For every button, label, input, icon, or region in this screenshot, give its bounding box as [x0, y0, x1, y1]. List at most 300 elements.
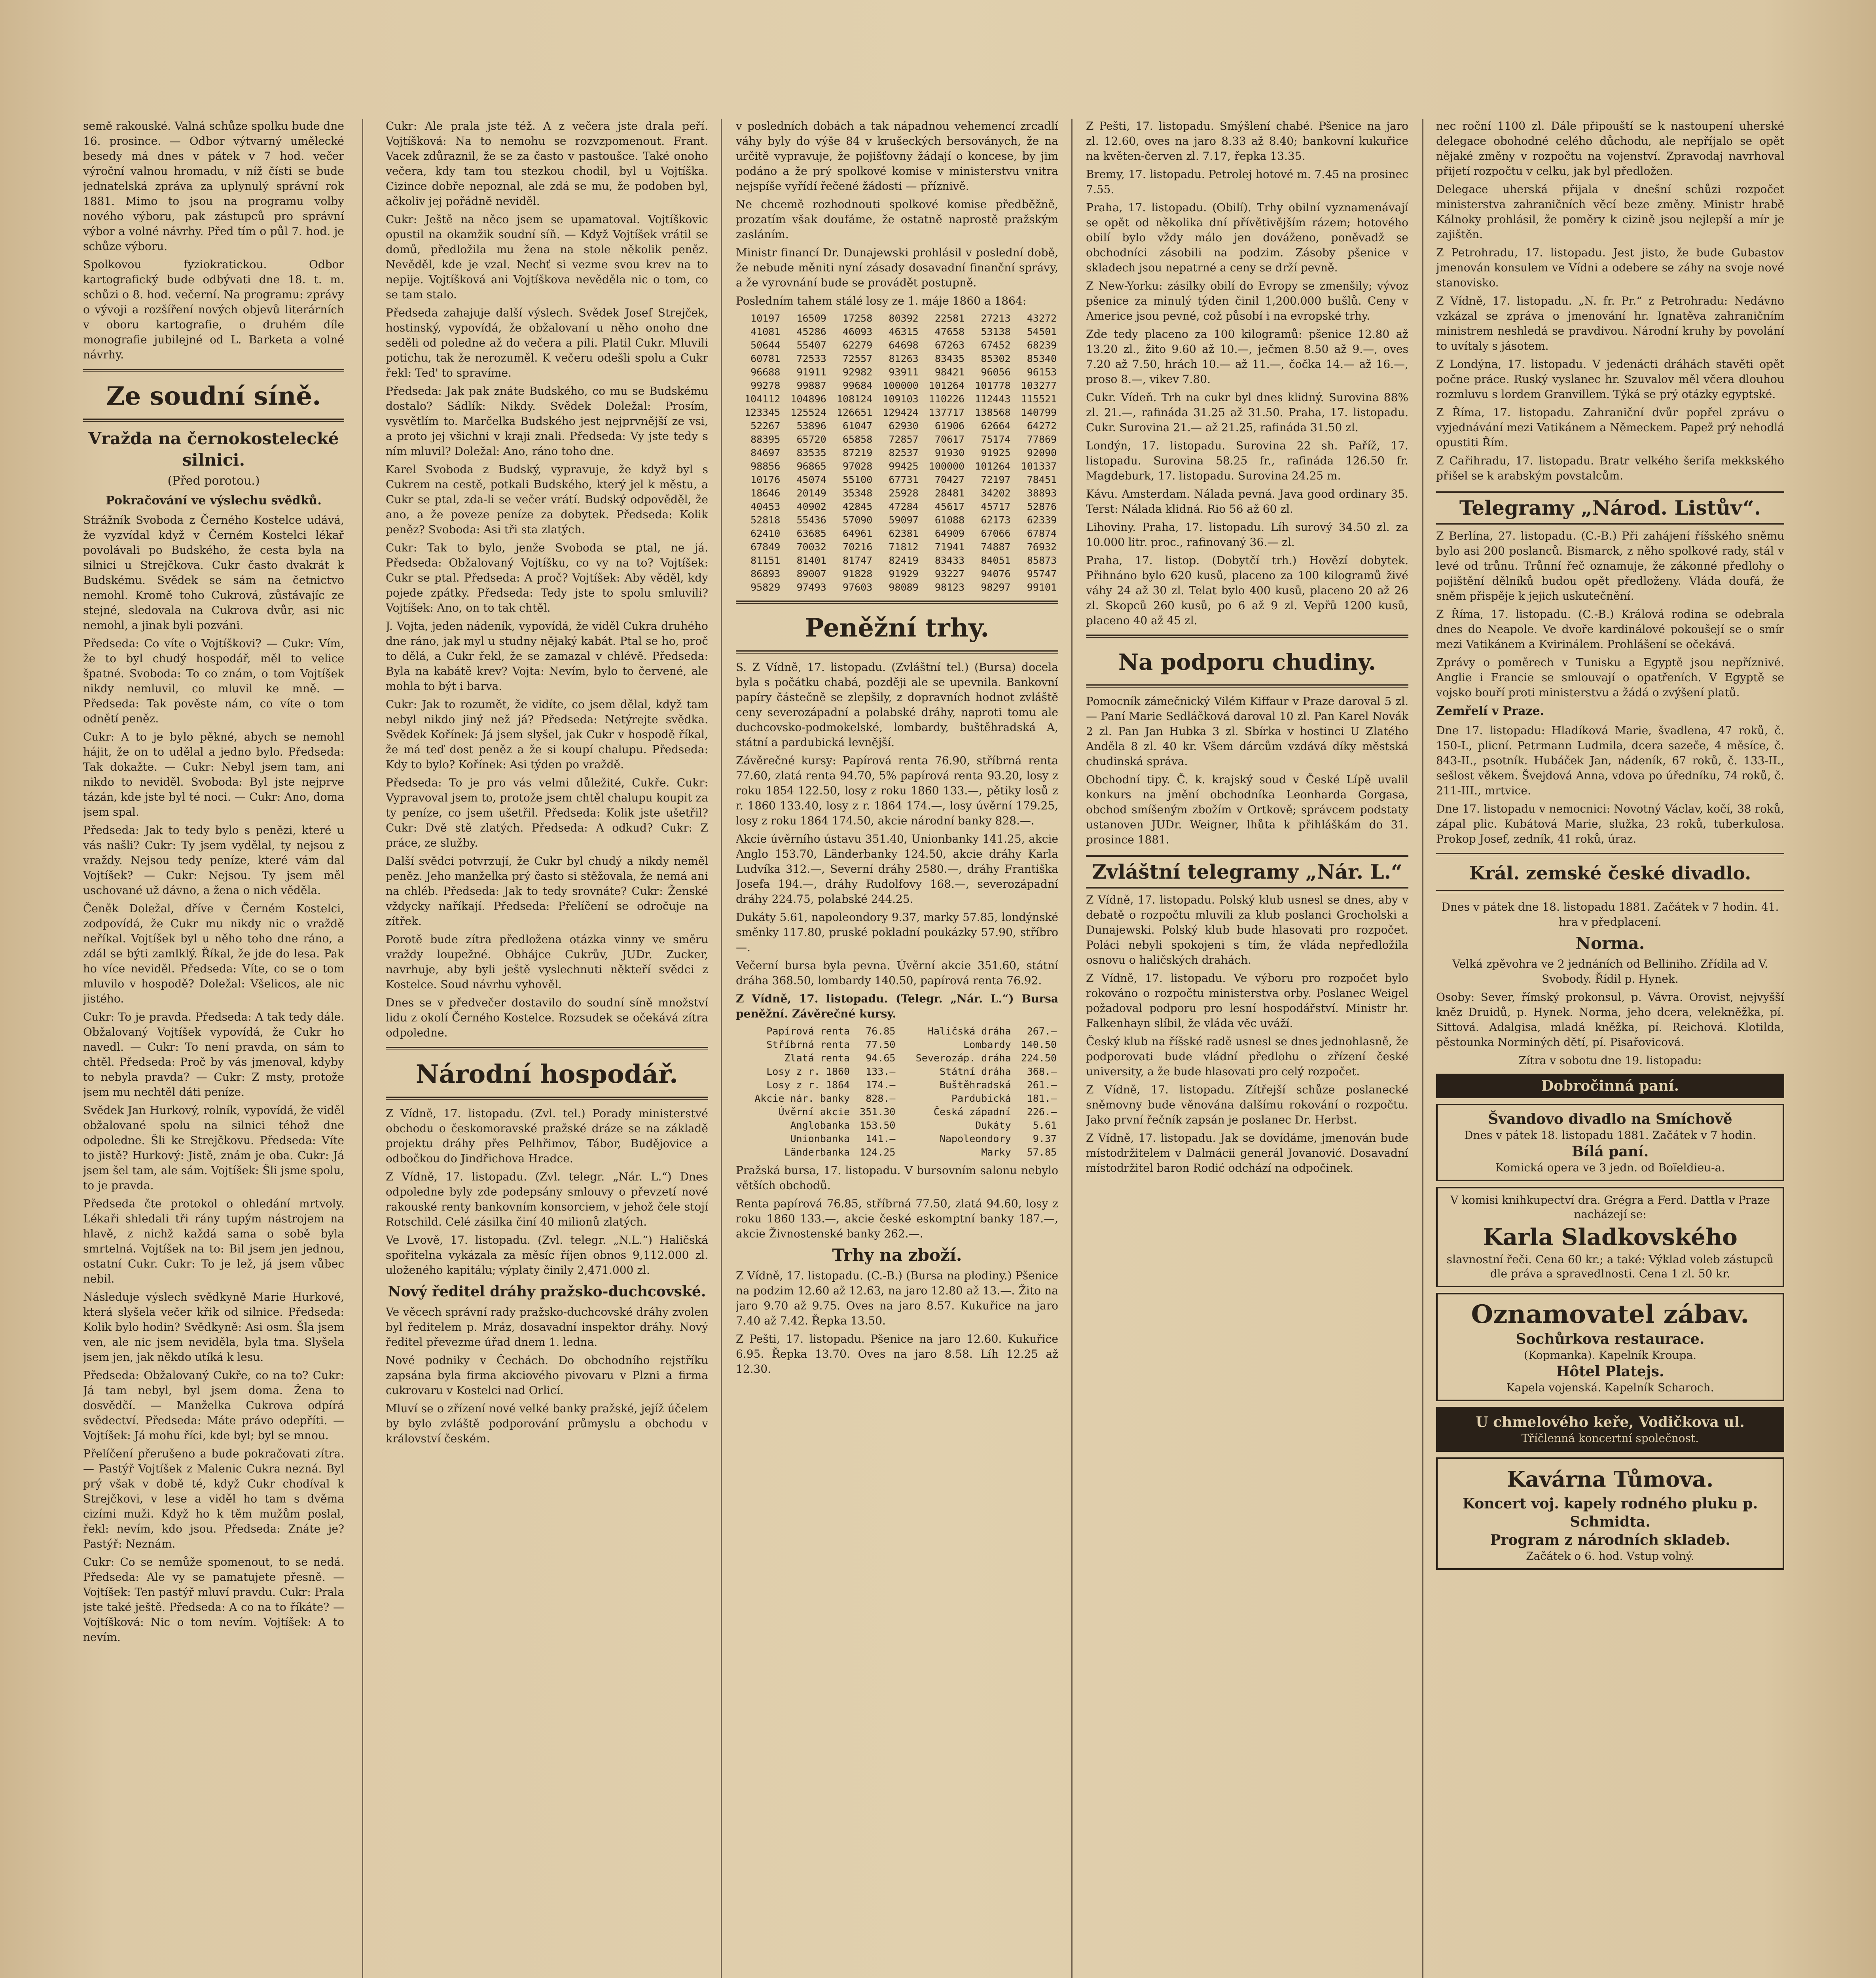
table-cell: 64961 — [843, 528, 873, 539]
price-row — [736, 1038, 1058, 1052]
paragraph: Akcie úvěrního ústavu 351.40, Unionbanky 141.25, akcie Anglo 153.70, Länderbanky 124.50, akcie dráhy Karla Ludvíka 312.—, Severní dráhy 2580.—, dráhy Františka Josefa 194.—, dráhy Rudolfovy 168.—, severozápadní dráhy 224.75, polabské 244.25. — [736, 832, 1058, 906]
table-cell: 25928 — [889, 487, 919, 499]
paragraph: Předseda zahajuje další výslech. Svědek Josef Strejček, hostinský, vypovídá, že obžalovaní u něho onoho dne seděli od poledne až do večera a pili. Platil Cukr. Mluvili potichu, tak že nerozuměl. K večeru odešli spolu a Cukr řekl: Ted' to spravíme. — [386, 306, 708, 379]
table-cell: 45717 — [981, 501, 1011, 512]
price-row — [736, 1146, 1058, 1159]
table-cell: 72857 — [889, 434, 919, 445]
table-cell: Zlatá renta — [784, 1052, 850, 1064]
paragraph: Z Vídně, 17. listopadu. Polský klub usnesl se dnes, aby v debatě o rozpočtu mluvili za klub poslanci Grocholski a Dunajewski. Polský klub bude hlasovati pro rozpočet. Poláci nebyli spokojeni s tím, že vláda nepředložila osnovu o haličských drahách. — [1086, 893, 1408, 966]
table-cell: 129424 — [883, 407, 919, 418]
table-cell: 94076 — [981, 568, 1011, 580]
paragraph: Z Pešti, 17. listopadu. Smýšlení chabé. Pšenice na jaro zl. 12.60, oves na jaro 8.33 až 8.40; bankovní kukuřice na květen-červen zl. 7.17, řepka 13.35. — [1086, 119, 1408, 163]
paragraph: S. Z Vídně, 17. listopadu. (Zvláštní tel.) (Bursa) docela byla s počátku chabá, později ale se upevnila. Bankovní papíry částečně se zlepšily, z dopravních hodnot zvláště ceny severozápadní a polabské dráhy, naproti tomu ale duchcovsko-podmokelské, lombardy, buštěhradská A, státní a pardubická levnější. — [736, 661, 1058, 749]
table-cell: 81747 — [843, 555, 873, 566]
table-cell: 83535 — [796, 447, 826, 459]
table-cell: 59097 — [889, 514, 919, 526]
table-cell: 62339 — [1027, 514, 1057, 526]
paragraph: Delegace uherská přijala v dnešní schůzi rozpočet ministerstva zahraničních věcí beze změny. Ministr hrabě Kálnoky prohlásil, že poměry k cizině jsou nejlepší a mír je zajištěn. — [1436, 183, 1784, 241]
column-3 — [736, 119, 1058, 1978]
paragraph: Další svědci potvrzují, že Cukr byl chudý a nikdy neměl peněz. Jeho manželka prý často si stěžovala, že nemá ani na chléb. Předseda: Jak to tedy srovnáte? Cukr: Ženské vždycky naříkají. Předseda: Přelíčení se odročuje na zítřek. — [386, 854, 708, 928]
table-cell: 72557 — [843, 353, 873, 364]
table-cell: Unionbanka — [790, 1133, 850, 1144]
table-cell: 65858 — [843, 434, 873, 445]
table-cell: 181.— — [1027, 1093, 1057, 1104]
ad-text: Tříčlenná koncertní společnost. — [1521, 1432, 1699, 1445]
table-cell: 98123 — [934, 582, 965, 593]
table-cell: 83435 — [934, 353, 965, 364]
section-title: Peněžní trhy. — [805, 613, 989, 643]
table-cell: 98089 — [889, 582, 919, 593]
table-cell: 75174 — [981, 434, 1011, 445]
table-cell: 10197 — [750, 313, 781, 324]
table-cell: 98421 — [934, 366, 965, 378]
table-cell: 41081 — [750, 326, 781, 337]
table-cell: 62173 — [981, 514, 1011, 526]
column-4 — [1086, 119, 1408, 1978]
table-cell: 55100 — [843, 474, 873, 485]
table-cell: 28481 — [934, 487, 965, 499]
table-cell: 81401 — [796, 555, 826, 566]
table-cell: 104896 — [790, 393, 826, 405]
paragraph: Praha, 17. listopadu. (Obilí). Trhy obilní vyznamenávají se opět od několika dní přívětivějším rázem; hotového obilí bylo vždy málo jen dováženo, poněvadž se obchodníci zásobili na podzim. Zásoby pšenice v skladech jsou nepatrné a ceny se drží pevně. — [1086, 201, 1408, 274]
table-cell: 110226 — [929, 393, 965, 405]
section-title: Telegramy „Národ. Listův“. — [1436, 491, 1784, 525]
paragraph: Cukr: To je pravda. Předseda: A tak tedy dále. Obžalovaný Vojtíšek vypovídá, že Cukr ho navedl. — Cukr: To není pravda, on sám to chtěl. Předseda: Proč by vás jmenoval, kdyby to nebyla pravda? — Cukr: Z msty, protože jsem mu nechtěl dáti peníze. — [83, 1010, 344, 1099]
table-cell: 97603 — [843, 582, 873, 593]
paragraph: Pomocník zámečnický Vilém Kiffaur v Praze daroval 5 zl. — Paní Marie Sedláčková daroval 10 zl. Pan Karel Novák 2 zl. Pan Jan Hubka 3 zl. Sbírka v hostinci U Zlatého Anděla 8 zl. 40 kr. Všem dárcům vzdává díky městská chudinská správa. — [1086, 695, 1408, 768]
paragraph: Ne chcemě rozhodnouti spolkové komise předběžně, prozatím však doufáme, že ostatně naprostě pražským zasláním. — [736, 198, 1058, 241]
table-cell: 47284 — [889, 501, 919, 512]
table-cell: 81263 — [889, 353, 919, 364]
table-cell: 46093 — [843, 326, 873, 337]
table-cell: Akcie nár. banky — [754, 1093, 850, 1104]
table-cell: 99425 — [889, 460, 919, 472]
lottery-row — [736, 567, 1058, 581]
article-subtitle: Pokračování ve výslechu svědků. — [106, 494, 322, 508]
table-cell: 125524 — [790, 407, 826, 418]
table-cell: 53896 — [796, 420, 826, 432]
paragraph: Z Berlína, 27. listopadu. (C.-B.) Při zahájení říšského sněmu bylo asi 200 poslanců. Bismarck, z něho spolkové rady, stál v levé od trůnu. Trůnní řeč oznamuje, že zákonné předlohy o pojištění dělníků budou opět předloženy. Vláda doufá, že sněm přispěje k jejich uskutečnění. — [1436, 529, 1784, 602]
paragraph: nec roční 1100 zl. Dále připouští se k nastoupení uherské delegace obohodné celého důchodu, ale nepříjalo se opět nějaké změny v rozpočtu na vojenství. Zpravodaj navrhoval přijetí rozpočtu v celku, jak byl předložen. — [1436, 119, 1784, 178]
paragraph: Z Vídně, 17. listopadu. (Zvl. tel.) Porady ministerstvé obchodu o českomoravské pražské dráze se na základě projektu dráhy přes Pelhřimov, Tábor, Budějovice a odbočkou do Jindřichova Hradce. — [386, 1107, 708, 1165]
table-cell: 45286 — [796, 326, 826, 337]
price-row — [736, 1105, 1058, 1119]
paragraph: Cukr: Ještě na něco jsem se upamatoval. Vojtíškovic opustil na okamžik soudní síň. — Když Vojtíšek vrátil se domů, předložila mu žena na stole několik peněz. Nevěděl, kde je vzal. Nechť si vezme svou krev na to nepije. Vojtíšková ani Vojtíškova nevěděla nic o tom, co se tam stalo. — [386, 213, 708, 301]
paragraph: Zítra v sobotu dne 19. listopadu: — [1518, 1054, 1702, 1067]
table-cell: 64272 — [1027, 420, 1057, 432]
ad-text: slavnostní řeči. Cena 60 kr.; a také: Výklad voleb zástupců dle práva a spravedlnosti. Cena 1 zl. 50 kr. — [1446, 1253, 1774, 1280]
paragraph: Velká zpěvohra ve 2 jednáních od Belliniho. Zřídila ad V. Svobody. Řídil p. Hynek. — [1452, 957, 1768, 985]
paragraph: Z Vídně, 17. listopadu. Jak se dovídáme, jmenován bude místodržitelem v Dalmácii generál Jovanović. Dosavadní místodržitel baron Rodić odchází na odpočinek. — [1086, 1131, 1408, 1175]
table-cell: 96865 — [796, 460, 826, 472]
lottery-row — [736, 460, 1058, 473]
table-cell: 97493 — [796, 582, 826, 593]
paragraph: Obchodní tipy. Č. k. krajský soud v České Lípě uvalil konkurs na jmění obchodníka Leonharda Gorgasa, obchod smíšeným zbožím v Ortkově; správcem podstaty ustanoven JUDr. Weigner, lhůta k přihláškám do 31. prosince 1881. — [1086, 773, 1408, 846]
table-cell: 92090 — [1027, 447, 1057, 459]
lottery-row — [736, 487, 1058, 500]
advertisement — [1436, 1104, 1784, 1181]
lottery-heading: Posledním tahem stálé losy ze 1. máje 1860 a 1864: — [736, 294, 1027, 307]
table-cell: 153.50 — [860, 1120, 896, 1131]
paragraph: Ministr financí Dr. Dunajewski prohlásil v poslední době, že nebude měniti nyní zásady dosavadní finanční správy, a že vyrovnání bude se provádět postupně. — [736, 246, 1058, 289]
price-row — [736, 1078, 1058, 1092]
table-cell: 72197 — [981, 474, 1011, 485]
ad-title: Oznamovatel zábav. — [1471, 1300, 1749, 1329]
table-cell: Anglobanka — [790, 1120, 850, 1131]
paragraph: Renta papírová 76.85, stříbrná 77.50, zlatá 94.60, losy z roku 1860 133.—, akcie české eskomptní banky 187.—, akcie Živnostenské banky 262.—. — [736, 1197, 1058, 1240]
table-cell: 101778 — [975, 380, 1011, 391]
table-cell: 65720 — [796, 434, 826, 445]
paragraph: Předseda: Co víte o Vojtíškovi? — Cukr: Vím, že to byl chudý hospodář, měl to velice špatné. Svoboda: To co znám, o tom Vojtíšek nikdy nemluvil, co mluvil ke mně. — Předseda: Tak pověste nám, co víte o tom odnětí peněz. — [83, 637, 344, 725]
table-cell: 108124 — [836, 393, 873, 405]
lottery-row — [736, 339, 1058, 352]
lottery-row — [736, 500, 1058, 513]
table-cell: 61047 — [843, 420, 873, 432]
column-rule — [721, 119, 722, 1978]
ad-title: U chmelového keře, Vodičkova ul. — [1476, 1414, 1745, 1430]
table-cell: 68239 — [1027, 339, 1057, 351]
table-cell: 71941 — [934, 541, 965, 553]
price-row — [736, 1052, 1058, 1065]
table-cell: Losy z r. 1860 — [766, 1066, 850, 1077]
paragraph: Lihoviny. Praha, 17. listopadu. Líh surový 34.50 zl. za 10.000 litr. proc., rafinovaný 36.— zl. — [1086, 521, 1408, 549]
price-row — [736, 1132, 1058, 1146]
paragraph: Cukr: Co se nemůže spomenout, to se nedá. Předseda: Ale vy se pamatujete přesně. — Vojtíšek: Ten pastýř mluví pravdu. Cukr: Prala jste také ještě. Předseda: A co na to říkáte? — Vojtíšková: Nic o tom nevím. Vojtíšek: A to nevím. — [83, 1555, 344, 1644]
paragraph: J. Vojta, jeden nádeník, vypovídá, že viděl Cukra druhého dne ráno, jak myl u studny nějaký kabát. Ptal se ho, proč to dělá, a Cukr řekl, že se zamazal v chlévě. Předseda: Byla na kabátě krev? Vojta: Nevím, bylo to červené, ale mohla to být i barva. — [386, 620, 708, 693]
advertisement — [1436, 1407, 1784, 1452]
paragraph: Z Cařihradu, 17. listopadu. Bratr velkého šerifa mekkského přišel se k arabským povstalcům. — [1436, 454, 1784, 482]
paragraph: Kávu. Amsterdam. Nálada pevná. Java good ordinary 35. Terst: Nálada klidná. Rio 56 až 60 zl. — [1086, 487, 1408, 515]
ad-title: Kavárna Tůmova. — [1506, 1466, 1714, 1492]
advertisement — [1436, 1457, 1784, 1570]
table-cell: 101337 — [1021, 460, 1057, 472]
ad-name: Hôtel Platejs. — [1556, 1363, 1664, 1380]
table-cell: 84051 — [981, 555, 1011, 566]
paragraph: semě rakouské. Valná schůze spolku bude dne 16. prosince. — Odbor výtvarný umělecké besedy má dnes v pátek v 7 hod. večer výroční valnou hromadu, v níž čísti se bude jednatelská zpráva za uplynulý správní rok 1881. Mimo to jsou na programu volby nového výboru, pak zástupců pro správní výbor a volné návrhy. Před tím o půl 7. hod. je schůze výboru. — [83, 119, 344, 253]
table-cell: 43272 — [1027, 313, 1057, 324]
table-cell: 46315 — [889, 326, 919, 337]
paragraph: Cukr. Vídeň. Trh na cukr byl dnes klidný. Surovina 88% zl. 21.—, rafináda 31.25 až 31.50. Praha, 17. listopadu. Cukr. Surovina 21.— až 21.25, rafináda 31.50 zl. — [1086, 391, 1408, 434]
divider — [386, 1097, 708, 1100]
paragraph: Předseda: Jak pak znáte Budského, co mu se Budskému dostalo? Sádlík: Nikdy. Svědek Doležal: Prosím, vysvětlím to. Marčelka Budského jest nejprvnější ze vsi, a proto jej všichni v kraji znali. Předseda: Vy jste tedy s ním mluvil? Doležal: Ano, ráno toho dne. — [386, 385, 708, 458]
table-cell: 50644 — [750, 339, 781, 351]
table-cell: 124.25 — [860, 1146, 896, 1158]
paragraph: Dnes v pátek dne 18. listopadu 1881. Začátek v 7 hodin. 41. hra v předplacení. — [1441, 900, 1779, 928]
table-cell: 78451 — [1027, 474, 1057, 485]
ad-play-title: Bílá paní. — [1571, 1143, 1649, 1160]
paragraph: Nové podniky v Čechách. Do obchodního rejstříku zapsána byla firma akciového pivovaru v Plzni a firma cukrovaru v Kostelci nad Orlicí. — [386, 1354, 708, 1397]
paragraph: Praha, 17. listop. (Dobytčí trh.) Hovězí dobytek. Přihnáno bylo 620 kusů, placeno za 100 kilogramů živé váhy 24 až 30 zl. Telat bylo 400 kusů, placeno 20 až 26 zl. Skopců 260 kusů, po 6 až 9 zl. Vepřů 1200 kusů, placeno 40 až 45 zl. — [1086, 554, 1408, 627]
table-cell: 61906 — [934, 420, 965, 432]
table-cell: 16509 — [796, 313, 826, 324]
lottery-row — [736, 473, 1058, 487]
table-cell: 137717 — [929, 407, 965, 418]
column-rule — [362, 119, 363, 1978]
table-cell: 62664 — [981, 420, 1011, 432]
lottery-row — [736, 325, 1058, 339]
table-cell: 101264 — [929, 380, 965, 391]
paragraph: Pražská bursa, 17. listopadu. V bursovním salonu nebylo větších obchodů. — [736, 1164, 1058, 1192]
table-cell: 261.— — [1027, 1079, 1057, 1091]
divider — [736, 650, 1058, 654]
table-cell: 62279 — [843, 339, 873, 351]
table-cell: 91828 — [843, 568, 873, 580]
play-title: Norma. — [1575, 934, 1645, 953]
table-cell: 126651 — [836, 407, 873, 418]
ad-title: Karla Sladkovského — [1483, 1224, 1738, 1250]
paragraph: Předseda: To je pro vás velmi důležité, Cukře. Cukr: Vypravoval jsem to, protože jsem chtěl chalupu koupit za ty peníze, co jsem ušetřil. Předseda: Kolik jste ušetřil? Cukr: Dvě stě zlatých. Předseda: A odkud? Cukr: Z práce, ze služby. — [386, 776, 708, 849]
table-cell: 93227 — [934, 568, 965, 580]
ad-text: (Kopmanka). Kapelník Kroupa. — [1524, 1349, 1697, 1362]
table-cell: 63685 — [796, 528, 826, 539]
table-cell: 45617 — [934, 501, 965, 512]
table-cell: 55436 — [796, 514, 826, 526]
paragraph: Ve Lvově, 17. listopadu. (Zvl. telegr. „N.L.“) Haličská spořitelna vykázala za měsíc říjen obnos 9,112.000 zl. uloženého kapitálu; výplaty činily 2,471.000 zl. — [386, 1233, 708, 1277]
table-cell: Papírová renta — [766, 1025, 850, 1037]
table-cell: 123345 — [745, 407, 781, 418]
table-cell: 76.85 — [866, 1025, 896, 1037]
table-cell: Severozáp. dráha — [915, 1052, 1011, 1064]
table-cell: 98297 — [981, 582, 1011, 593]
table-cell: 83433 — [934, 555, 965, 566]
table-cell: 112443 — [975, 393, 1011, 405]
table-cell: 828.— — [866, 1093, 896, 1104]
table-cell: 57090 — [843, 514, 873, 526]
table-cell: 85873 — [1027, 555, 1057, 566]
table-cell: 133.— — [866, 1066, 896, 1077]
table-cell: 27213 — [981, 313, 1011, 324]
ad-text: Kapela vojenská. Kapelník Scharoch. — [1506, 1381, 1714, 1394]
divider — [83, 369, 344, 372]
divider — [83, 419, 344, 422]
article-title: Trhy na zboží. — [832, 1245, 962, 1265]
table-cell: 368.— — [1027, 1066, 1057, 1077]
table-cell: Česká západní — [933, 1106, 1011, 1118]
paragraph: Karel Svoboda z Budský, vypravuje, že když byl s Cukrem na cestě, potkali Budského, který jel k městu, a Cukr se ptal, zda-li se večer vrátí. Budský odpověděl, že ano, a že poveze peníze za dobytek. Předseda: Kolik peněz? Svoboda: Asi tři sta zlatých. — [386, 463, 708, 536]
article-note: (Před porotou.) — [167, 474, 260, 488]
table-cell: 174.— — [866, 1079, 896, 1091]
table-cell: 64909 — [934, 528, 965, 539]
theatre-title: Král. zemské české divadlo. — [1469, 862, 1751, 884]
article-title: Nový ředitel dráhy pražsko-duchcovské. — [388, 1283, 706, 1300]
table-cell: 91911 — [796, 366, 826, 378]
paragraph: Následuje výslech svědkyně Marie Hurkové, která slyšela večer křik od silnice. Předseda: Kolik bylo hodin? Svědkyně: Asi osm. Šla jsem ven, ale nic jsem neviděla, byla tma. Slyšela jsem jen, jak někdo utíká k lesu. — [83, 1290, 344, 1364]
table-cell: 61088 — [934, 514, 965, 526]
table-cell: Stříbrná renta — [766, 1039, 850, 1050]
table-cell: 17258 — [843, 313, 873, 324]
column-1 — [83, 119, 344, 1978]
table-cell: 60781 — [750, 353, 781, 364]
price-row — [736, 1025, 1058, 1038]
table-cell: 62410 — [750, 528, 781, 539]
table-cell: Marky — [981, 1146, 1011, 1158]
lottery-row — [736, 352, 1058, 366]
table-cell: 97028 — [843, 460, 873, 472]
paragraph: Čeněk Doležal, dříve v Černém Kostelci, zodpovídá, že Cukr mu nikdy nic o vraždě neříkal. Vojtíšek byl u něho toho dne ráno, a zdál se býti zamlklý. Říkal, že jde do lesa. Pak ho více neviděl. Předseda: Víte, co se o tom mluvilo v hospodě? Doležal: Všelicos, ale nic jistého. — [83, 902, 344, 1005]
table-cell: 99684 — [843, 380, 873, 391]
table-cell: 67874 — [1027, 528, 1057, 539]
lottery-row — [736, 366, 1058, 379]
table-cell: 267.— — [1027, 1025, 1057, 1037]
table-cell: 89007 — [796, 568, 826, 580]
paragraph: Z Říma, 17. listopadu. Zahraniční dvůr popřel zprávu o vyjednávání mezi Vatikánem a Německem. Papež prý nehodlá opustiti Řím. — [1436, 406, 1784, 449]
paragraph: Dne 17. listopadu: Hladíková Marie, švadlena, 47 roků, č. 150-I., plicní. Petrmann Ludmila, dcera sazeče, 4 měsíce, č. 843-II., psotník. Hubáček Jan, nádeník, 67 roků, č. 133-II., sešlost věkem. Švejdová Anna, vdova po úředníku, 74 roků, č. 211-III., mrtvice. — [1436, 724, 1784, 797]
prices-heading: Z Vídně, 17. listopadu. (Telegr. „Nár. L.“) Bursa peněžní. Závěrečné kursy. — [736, 992, 1058, 1020]
paragraph: Z Vídně, 17. listopadu. Zítřejší schůze poslanecké sněmovny bude věnována dalšímu rokování o rozpočtu. Jako první řečník zapsán je poslanec Dr. Herbst. — [1086, 1083, 1408, 1126]
column-rule — [1071, 119, 1073, 1978]
table-cell: 67731 — [889, 474, 919, 485]
table-cell: 77.50 — [866, 1039, 896, 1050]
table-cell: 42845 — [843, 501, 873, 512]
paragraph: Český klub na říšské radě usnesl se dnes jednohlasně, že podporovati bude vládní předlohu o zřízení české university, a že bude hlasovati pro celý rozpočet. — [1086, 1035, 1408, 1078]
table-cell: 22581 — [934, 313, 965, 324]
table-cell: 74887 — [981, 541, 1011, 553]
table-cell: 115521 — [1021, 393, 1057, 405]
table-cell: 351.30 — [860, 1106, 896, 1118]
table-cell: 226.— — [1027, 1106, 1057, 1118]
ad-text: V komisi knihkupectví dra. Grégra a Ferd. Dattla v Praze nacházejí se: — [1450, 1194, 1770, 1221]
table-cell: 55407 — [796, 339, 826, 351]
table-cell: 35348 — [843, 487, 873, 499]
table-cell: 77869 — [1027, 434, 1057, 445]
table-cell: 70617 — [934, 434, 965, 445]
next-play-banner — [1436, 1074, 1784, 1098]
table-cell: 52876 — [1027, 501, 1057, 512]
divider — [1086, 635, 1408, 638]
paragraph: v posledních dobách a tak nápadnou vehemencí zrcadlí váhy byly do výše 84 v krušeckých bersoványch, že na určitě vypravuje, že pojišťovny žádají o koncese, by jim podáno a že prý spolkové komise v ministerstvu vnitra nejspíše vyřídí řečené žádosti — příznivě. — [736, 119, 1058, 193]
table-cell: 72533 — [796, 353, 826, 364]
table-cell: 84697 — [750, 447, 781, 459]
paragraph: Večerní bursa byla pevna. Úvěrní akcie 351.60, státní dráha 368.50, lombardy 140.50, papírová renta 76.92. — [736, 959, 1058, 987]
table-cell: 82537 — [889, 447, 919, 459]
paragraph: Z Londýna, 17. listopadu. V jedenácti dráhách stavěti opět počne práce. Ruský vyslanec hr. Szuvalov měl včera dlouhou rozmluvu s lordem Granvillem. Týká se prý otázky egyptské. — [1436, 358, 1784, 401]
paragraph: Z Vídně, 17. listopadu. (C.-B.) (Bursa na plodiny.) Pšenice na podzim 12.60 až 12.63, na jaro 12.80 až 13.—. Žito na jaro 9.70 až 9.75. Oves na jaro 8.57. Kukuřice na jaro 7.40 až 7.42. Řepka 13.50. — [736, 1269, 1058, 1327]
table-cell: 101264 — [975, 460, 1011, 472]
table-cell: 67066 — [981, 528, 1011, 539]
lottery-numbers-table — [736, 312, 1058, 594]
table-cell: 70032 — [796, 541, 826, 553]
paragraph: Zde tedy placeno za 100 kilogramů: pšenice 12.80 až 13.20 zl., žito 9.60 až 10.—, ječmen 8.50 až 9.—, oves 7.20 až 7.50, hrách 10.— až 11.—, čočka 14.— až 16.—, proso 8.—, vikev 7.80. — [1086, 328, 1408, 386]
table-cell: 86893 — [750, 568, 781, 580]
exchange-prices-table — [736, 1025, 1058, 1159]
section-title: Na podporu chudiny. — [1118, 649, 1376, 675]
table-cell: 91925 — [981, 447, 1011, 459]
paragraph: Bremy, 17. listopadu. Petrolej hotové m. 7.45 na prosinec 7.55. — [1086, 168, 1408, 196]
paragraph: Spolkovou fyziokratickou. Odbor kartografický bude odbývati dne 18. t. m. schůzi o 8. hod. večerní. Na programu: zprávy o vývoji a rozšíření nových objevů literárních v oboru kartografie, o druhém díle monografie jubilejné od L. Barketa a volné návrhy. — [83, 258, 344, 361]
paragraph: Cukr: A to je bylo pěkné, abych se nemohl hájit, že on to udělal a jedno bylo. Předseda: Tak dokažte. — Cukr: Nebyl jsem tam, ani nikdo to neviděl. Svoboda: Byl jste nejprve tázán, kde jste byl té noci. — Cukr: Ano, doma jsem spal. — [83, 730, 344, 818]
table-cell: 96153 — [1027, 366, 1057, 378]
table-cell: 34202 — [981, 487, 1011, 499]
table-cell: 52818 — [750, 514, 781, 526]
table-cell: 70216 — [843, 541, 873, 553]
table-cell: 103277 — [1021, 380, 1057, 391]
paragraph: Svědek Jan Hurkový, rolník, vypovídá, že viděl obžalované spolu na silnici téhož dne odpoledne. Šli ke Strejčkovu. Předseda: Víte to jistě? Hurkový: Jistě, znám je oba. Cukr: Já jsem šel tam, ale sám. Vojtíšek: Šli jsme spolu, to je pravda. — [83, 1104, 344, 1192]
ad-text: Koncert voj. kapely rodného pluku p. Schmidta. — [1462, 1495, 1758, 1530]
table-cell: 100000 — [883, 380, 919, 391]
paragraph: Zprávy o poměrech v Tunisku a Egyptě jsou nepříznivé. Anglie i Francie se smlouvají o opatřeních. V Egyptě se vojsko bouří proti ministerstvu a žádá o zvýšení platů. — [1436, 656, 1784, 699]
paragraph: Z Pešti, 17. listopadu. Pšenice na jaro 12.60. Kukuřice 6.95. Řepka 13.70. Oves na jaro 8.58. Líh 12.25 až 12.30. — [736, 1332, 1058, 1376]
table-cell: 138568 — [975, 407, 1011, 418]
paragraph: Dnes se v předvečer dostavilo do soudní síně množství lidu z okolí Černého Kostelce. Rozsudek se očekává zítra odpoledne. — [386, 996, 708, 1039]
table-cell: 18646 — [750, 487, 781, 499]
table-cell: 98856 — [750, 460, 781, 472]
divider — [1086, 684, 1408, 688]
lottery-row — [736, 419, 1058, 433]
paragraph: Londýn, 17. listopadu. Surovina 22 sh. Paříž, 17. listopadu. Surovina 58.25 fr., rafináda 126.50 fr. Magdeburk, 17. listopadu. Surovina 24.25 m. — [1086, 439, 1408, 482]
table-cell: Pardubická — [951, 1093, 1011, 1104]
table-cell: 85340 — [1027, 353, 1057, 364]
table-cell: 91930 — [934, 447, 965, 459]
table-cell: Länderbanka — [784, 1146, 850, 1158]
table-cell: 91929 — [889, 568, 919, 580]
paragraph: Předseda čte protokol o ohledání mrtvoly. Lékaři shledali tři rány tupým nástrojem na hlavě, z nichž každá sama o sobě byla smrtelná. Vojtíšek na to: Bil jsem jen jednou, ostatní Cukr. Cukr: To je lež, já jsem vůbec nebil. — [83, 1197, 344, 1285]
column-rule — [1422, 119, 1423, 1978]
lottery-row — [736, 433, 1058, 446]
table-cell: 94.65 — [866, 1052, 896, 1064]
table-cell: 109103 — [883, 393, 919, 405]
table-cell: 99278 — [750, 380, 781, 391]
paragraph: Mluví se o zřízení nové velké banky pražské, jejíž účelem by bylo zvláště podporování průmyslu a obchodu v království českém. — [386, 1402, 708, 1445]
next-play-title: Dobročinná paní. — [1541, 1078, 1679, 1094]
price-row — [736, 1092, 1058, 1105]
table-cell: Buštěhradská — [939, 1079, 1011, 1091]
lottery-row — [736, 540, 1058, 554]
table-cell: 52267 — [750, 420, 781, 432]
table-cell: 10176 — [750, 474, 781, 485]
paragraph: Z Vídně, 17. listopadu. „N. fr. Pr.“ z Petrohradu: Nedávno vzkázal se zpráva o jmenování hr. Ignatěva zahraničním ministrem neshledá se pravdivou. Národní kruhy by povolání to uvítaly s jásotem. — [1436, 294, 1784, 352]
divider — [386, 1047, 708, 1050]
table-cell: 67849 — [750, 541, 781, 553]
table-cell: 5.61 — [1033, 1120, 1057, 1131]
table-cell: 54501 — [1027, 326, 1057, 337]
paragraph: Z Říma, 17. listopadu. (C.-B.) Králová rodina se odebrala dnes do Neapole. Ve dvoře kardinálové pokoušejí se o smír mezi Vatikánem a Kvirinálem. Prohlášení se očekává. — [1436, 608, 1784, 651]
table-cell: 140.50 — [1021, 1039, 1057, 1050]
table-cell: Státní dráha — [939, 1066, 1011, 1077]
table-cell: 82419 — [889, 555, 919, 566]
table-cell: Napoleondory — [939, 1133, 1011, 1144]
table-cell: 76932 — [1027, 541, 1057, 553]
advertisement — [1436, 1293, 1784, 1401]
lottery-row — [736, 406, 1058, 419]
table-cell: 40902 — [796, 501, 826, 512]
deaths-heading: Zemřelí v Praze. — [1436, 704, 1544, 718]
section-title: Zvláštní telegramy „Nár. L.“ — [1086, 855, 1408, 889]
table-cell: 93911 — [889, 366, 919, 378]
paragraph: Dne 17. listopadu v nemocnici: Novotný Václav, kočí, 38 roků, zápal plic. Kubátová Marie, služka, 23 roků, tuberkulosa. Prokop Josef, zedník, 41 roků, úraz. — [1436, 802, 1784, 845]
table-cell: 99101 — [1027, 582, 1057, 593]
table-cell: 9.37 — [1033, 1133, 1057, 1144]
table-cell: 141.— — [866, 1133, 896, 1144]
table-cell: 64698 — [889, 339, 919, 351]
table-cell: 96688 — [750, 366, 781, 378]
table-cell: 224.50 — [1021, 1052, 1057, 1064]
table-cell: 96056 — [981, 366, 1011, 378]
table-cell: 47658 — [934, 326, 965, 337]
table-cell: Lombardy — [963, 1039, 1011, 1050]
paragraph: Z New-Yorku: zásilky obilí do Evropy se zmenšily; vývoz pšenice za minulý týden činil 1,200.000 bušlů. Ceny v Americe jsou pevné, což působí i na evropské trhy. — [1086, 279, 1408, 322]
ad-text: Začátek o 6. hod. Vstup volný. — [1526, 1550, 1694, 1563]
table-cell: 95747 — [1027, 568, 1057, 580]
table-cell: 95829 — [750, 582, 781, 593]
lottery-row — [736, 554, 1058, 567]
table-cell: 80392 — [889, 313, 919, 324]
column-5 — [1436, 119, 1784, 1978]
paragraph: Předseda: Jak to tedy bylo s penězi, které u vás našli? Cukr: Ty jsem vydělal, ty nejsou z vraždy. Nejsou tedy peníze, které vám dal Vojtíšek? — Cukr: Nejsou. Ty jsem měl uschované už dávno, a žena o nich věděla. — [83, 824, 344, 897]
table-cell: 92982 — [843, 366, 873, 378]
paragraph: Cukr: Ale prala jste též. A z večera jste drala peří. Vojtíšková: Na to nemohu se rozvzpomenout. Frant. Vacek zdůraznil, že se za často v pastoušce. Také onoho večera, kdy tam tou stezkou chodil, byl u Vojtíška. Cizince dobře nepoznal, ale zdá se mu, že podoben byl, ačkoliv jej pořádně neviděl. — [386, 119, 708, 208]
lottery-row — [736, 581, 1058, 594]
advertisement — [1436, 1187, 1784, 1287]
